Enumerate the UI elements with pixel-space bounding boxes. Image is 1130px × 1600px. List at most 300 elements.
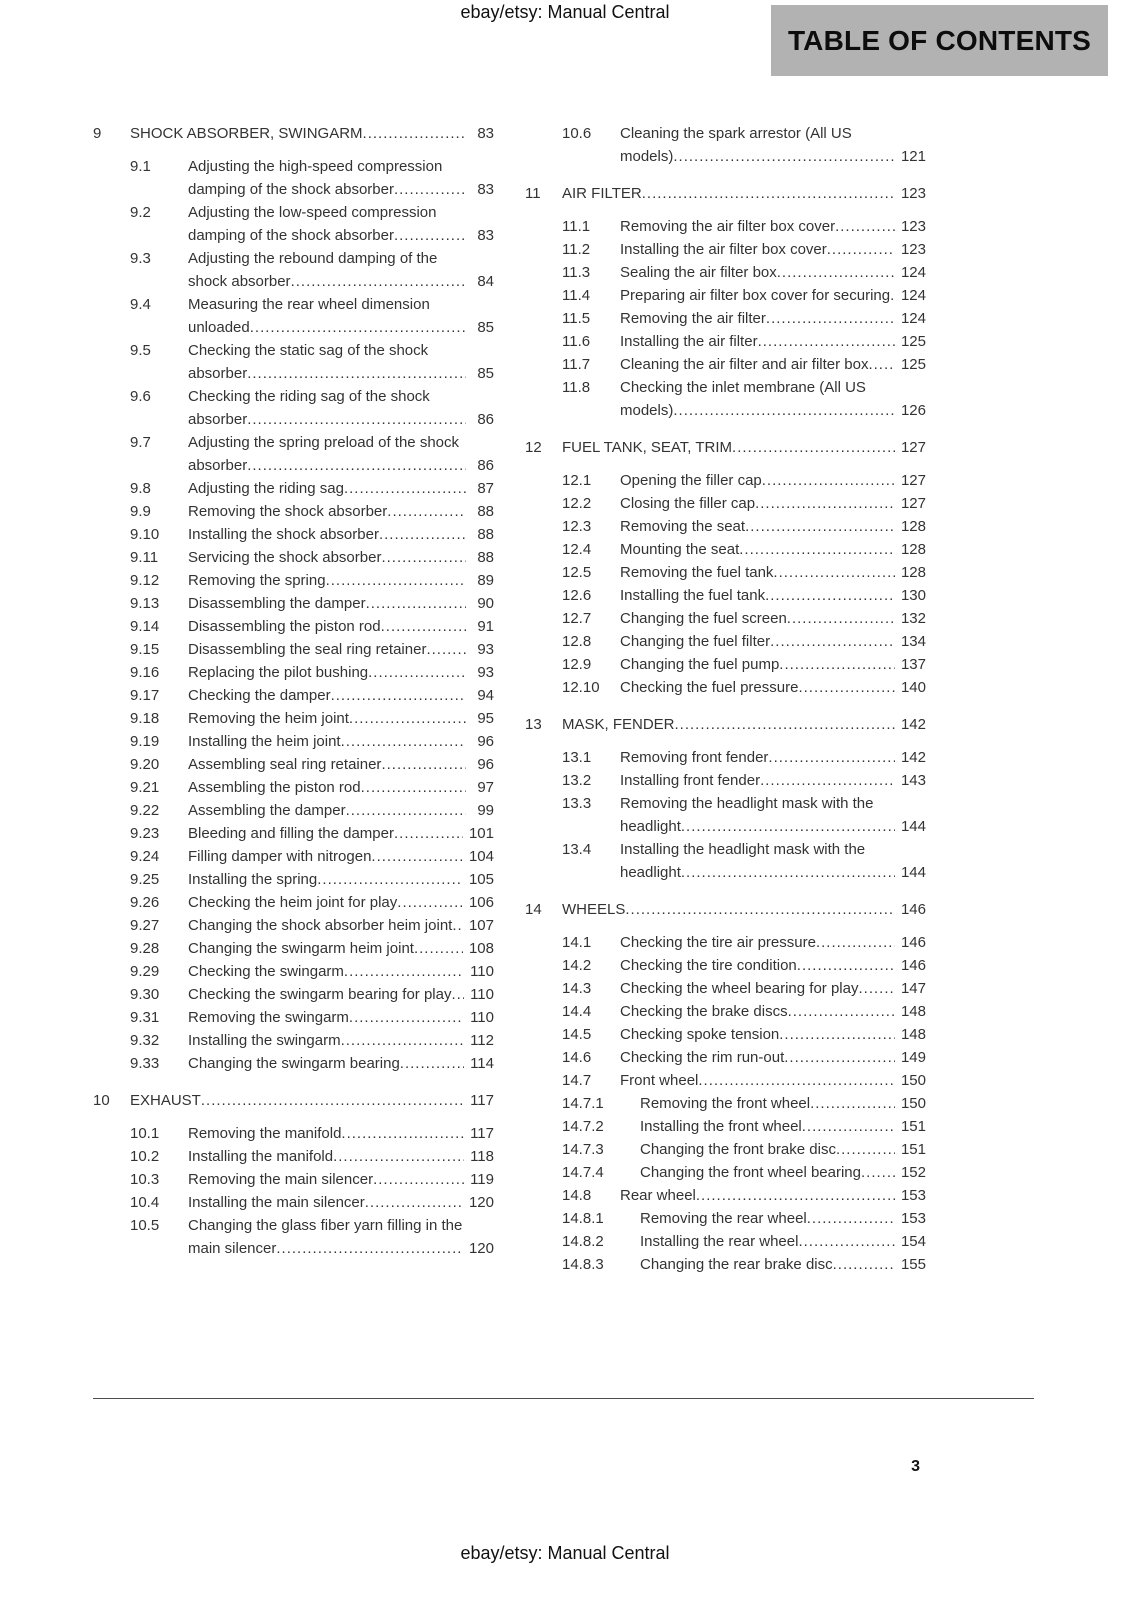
toc-entry [93, 122, 494, 145]
toc-entry-title: Changing the fuel filter ..... [620, 630, 895, 653]
toc-entry-page: 121 [895, 145, 926, 168]
toc-entry-page: 125 [895, 353, 926, 376]
toc-entry-number: 10.1 [130, 1125, 160, 1142]
toc-entry-number: 9.25 [130, 871, 160, 888]
toc-entry [93, 500, 494, 523]
toc-entry [525, 792, 926, 838]
toc-entry-page: 96 [466, 753, 494, 776]
toc-entry-page: 150 [895, 1069, 926, 1092]
toc-entry [525, 182, 926, 205]
toc-entry-number: 14.7.3 [562, 1141, 604, 1158]
toc-entry-title: FUEL TANK, SEAT, TRIM ..... [562, 436, 895, 459]
toc-entry [525, 538, 926, 561]
toc-entry-page: 89 [466, 569, 494, 592]
toc-entry-title: Mounting the seat ..... [620, 538, 895, 561]
toc-entry [525, 492, 926, 515]
toc-entry [93, 891, 494, 914]
toc-entry-number: 10.6 [562, 125, 592, 142]
toc-entry-number: 12 [525, 439, 542, 456]
toc-entry [525, 307, 926, 330]
toc-entry-title: Disassembling the seal ring retainer ..... [188, 638, 466, 661]
toc-entry-title: Changing the rear brake disc ..... [640, 1253, 895, 1276]
footer-site-label: ebay/etsy: Manual Central [460, 1543, 670, 1563]
toc-entry [93, 776, 494, 799]
toc-entry [525, 238, 926, 261]
toc-entry [525, 676, 926, 699]
toc-entry-page: 132 [895, 607, 926, 630]
toc-entry-number: 14 [525, 901, 542, 918]
toc-entry-page: 88 [466, 500, 494, 523]
toc-entry-number: 12.1 [562, 472, 592, 489]
toc-entry-number: 9.9 [130, 503, 151, 520]
toc-entry-number: 11.3 [562, 264, 591, 281]
toc-entry-number: 14.4 [562, 1003, 592, 1020]
toc-entry-number: 11.6 [562, 333, 591, 350]
toc-entry [93, 684, 494, 707]
toc-entry-title: Changing the swingarm bearing ..... [188, 1052, 464, 1075]
toc-entry [525, 838, 926, 884]
toc-entry-number: 9.33 [130, 1055, 160, 1072]
toc-entry [525, 469, 926, 492]
table-of-contents-title [771, 5, 1108, 76]
toc-entry-number: 9.29 [130, 963, 160, 980]
toc-entry [93, 753, 494, 776]
toc-entry-title: Removing the main silencer ..... [188, 1168, 464, 1191]
toc-entry-number: 9.21 [130, 779, 160, 796]
toc-entry-number: 12.9 [562, 656, 592, 673]
toc-entry-title: Checking the swingarm bearing for play ..... [188, 983, 464, 1006]
toc-entry-page: 85 [466, 316, 494, 339]
toc-entry-page: 152 [895, 1161, 926, 1184]
toc-entry-page: 134 [895, 630, 926, 653]
toc-entry-page: 95 [466, 707, 494, 730]
toc-entry-title: Sealing the air filter box ..... [620, 261, 895, 284]
toc-entry-page: 87 [466, 477, 494, 500]
toc-entry-title: Removing the air filter ..... [620, 307, 895, 330]
toc-entry-title: Installing the manifold ..... [188, 1145, 464, 1168]
toc-entry-title: Installing the fuel tank ..... [620, 584, 895, 607]
toc-entry-page: 110 [464, 983, 494, 1006]
toc-entry-number: 9.27 [130, 917, 160, 934]
toc-entry-page: 153 [895, 1184, 926, 1207]
toc-entry-title: Preparing air filter box cover for securing ..... [620, 284, 895, 307]
toc-entry-page: 143 [895, 769, 926, 792]
toc-entry [93, 1122, 494, 1145]
toc-entry-number: 14.5 [562, 1026, 592, 1043]
toc-entry [525, 215, 926, 238]
toc-entry [93, 868, 494, 891]
toc-entry-title: Assembling the damper ..... [188, 799, 466, 822]
toc-entry-page: 128 [895, 561, 926, 584]
toc-entry-title: AIR FILTER ..... [562, 182, 895, 205]
toc-entry-number: 9.23 [130, 825, 160, 842]
toc-entry-number: 11 [525, 185, 541, 202]
toc-entry [93, 845, 494, 868]
toc-entry [525, 515, 926, 538]
toc-entry-title: Installing the shock absorber ..... [188, 523, 466, 546]
toc-entry-number: 14.8.3 [562, 1256, 604, 1273]
toc-entry-number: 14.6 [562, 1049, 592, 1066]
toc-entry-title: Removing the swingarm ..... [188, 1006, 464, 1029]
toc-entry-title: Disassembling the piston rod ..... [188, 615, 466, 638]
toc-entry-number: 12.10 [562, 679, 600, 696]
toc-entry-number: 12.8 [562, 633, 592, 650]
toc-entry-number: 9.30 [130, 986, 160, 1003]
toc-entry-title: EXHAUST ..... [130, 1089, 464, 1112]
toc-entry-page: 127 [895, 469, 926, 492]
toc-entry [93, 1168, 494, 1191]
toc-entry [525, 1230, 926, 1253]
toc-entry [93, 730, 494, 753]
toc-entry [93, 1214, 494, 1260]
toc-entry-page: 96 [466, 730, 494, 753]
toc-entry-number: 9.15 [130, 641, 160, 658]
toc-entry-page: 105 [463, 868, 494, 891]
toc-entry-title: Installing the air filter ..... [620, 330, 895, 353]
toc-entry [93, 615, 494, 638]
toc-entry-title: Changing the front brake disc ..... [640, 1138, 895, 1161]
toc-entry [93, 385, 494, 431]
toc-entry [93, 914, 494, 937]
toc-entry [93, 201, 494, 247]
toc-entry [525, 607, 926, 630]
toc-entry-page: 117 [464, 1122, 494, 1145]
toc-entry-title: Checking the brake discs ..... [620, 1000, 895, 1023]
toc-entry-number: 9.4 [130, 296, 151, 313]
toc-entry-title: Checking the damper ..... [188, 684, 466, 707]
toc-entry-title: Removing the air filter box cover ..... [620, 215, 895, 238]
toc-entry-title: Adjusting the rebound damping of the shock absorber ..... [188, 247, 466, 293]
toc-entry-page: 110 [464, 960, 494, 983]
toc-entry-number: 13.4 [562, 841, 592, 858]
toc-entry-page: 125 [895, 330, 926, 353]
toc-entry [525, 1184, 926, 1207]
toc-entry-page: 128 [895, 538, 926, 561]
toc-entry [93, 339, 494, 385]
toc-entry-number: 9.28 [130, 940, 160, 957]
toc-entry-title: Checking the fuel pressure ..... [620, 676, 895, 699]
toc-entry-title: Checking the static sag of the shock absorber ..... [188, 339, 466, 385]
toc-entry-number: 14.8.2 [562, 1233, 604, 1250]
toc-entry-title: Changing the swingarm heim joint ..... [188, 937, 463, 960]
toc-entry-title: Closing the filler cap ..... [620, 492, 895, 515]
toc-entry-number: 9.7 [130, 434, 151, 451]
toc-entry-number: 9.6 [130, 388, 151, 405]
toc-entry-page: 83 [466, 178, 494, 201]
toc-entry-title: Removing the seat ..... [620, 515, 895, 538]
toc-entry-page: 107 [463, 914, 494, 937]
toc-entry [525, 353, 926, 376]
toc-entry-title: WHEELS ..... [562, 898, 895, 921]
toc-entry-number: 11.5 [562, 310, 591, 327]
toc-entry-number: 12.5 [562, 564, 592, 581]
toc-entry-title: Adjusting the spring preload of the shock absorber ..... [188, 431, 466, 477]
header-site-label: ebay/etsy: Manual Central [460, 2, 670, 22]
toc-entry-title: Assembling seal ring retainer ..... [188, 753, 466, 776]
toc-entry-title: Checking the riding sag of the shock absorber ..... [188, 385, 466, 431]
toc-entry-title: Changing the front wheel bearing ..... [640, 1161, 895, 1184]
toc-entry-page: 144 [895, 815, 926, 838]
toc-entry-number: 9.12 [130, 572, 160, 589]
toc-entry [93, 523, 494, 546]
table-of-contents-title-text: TABLE OF CONTENTS [787, 24, 1092, 56]
toc-entry-page: 94 [466, 684, 494, 707]
toc-entry-title: Removing the fuel tank ..... [620, 561, 895, 584]
toc-entry-title: Installing the headlight mask with the headlight ..... [620, 838, 895, 884]
toc-entry-page: 137 [895, 653, 926, 676]
toc-entry [93, 155, 494, 201]
toc-entry-number: 9.19 [130, 733, 160, 750]
toc-entry-page: 91 [466, 615, 494, 638]
toc-entry-page: 83 [466, 224, 494, 247]
toc-entry-title: Changing the fuel screen ..... [620, 607, 895, 630]
toc-entry-number: 10.5 [130, 1217, 160, 1234]
toc-entry [525, 931, 926, 954]
toc-entry [93, 1089, 494, 1112]
toc-entry-page: 126 [895, 399, 926, 422]
toc-entry-title: Installing the rear wheel ..... [640, 1230, 895, 1253]
toc-entry-number: 9.11 [130, 549, 159, 566]
toc-entry-title: Checking the tire air pressure ..... [620, 931, 895, 954]
toc-entry-title: Checking the tire condition ..... [620, 954, 895, 977]
toc-entry-number: 9.5 [130, 342, 151, 359]
toc-entry-number: 9.17 [130, 687, 160, 704]
toc-entry-number: 9.26 [130, 894, 160, 911]
toc-entry-page: 155 [895, 1253, 926, 1276]
toc-entry [525, 584, 926, 607]
toc-entry-page: 110 [464, 1006, 494, 1029]
toc-entry [525, 330, 926, 353]
toc-entry-title: Removing the spring ..... [188, 569, 466, 592]
toc-entry-page: 140 [895, 676, 926, 699]
toc-entry-title: Changing the glass fiber yarn filling in the main silencer ..... [188, 1214, 463, 1260]
toc-entry-page: 106 [463, 891, 494, 914]
toc-entry [93, 661, 494, 684]
toc-column-left [93, 122, 494, 1276]
toc-entry [525, 713, 926, 736]
toc-entry-number: 9.20 [130, 756, 160, 773]
toc-entry-number: 11.8 [562, 379, 591, 396]
toc-entry-page: 88 [466, 523, 494, 546]
toc-column-right [525, 122, 926, 1276]
toc-entry [93, 293, 494, 339]
toc-entry [525, 1069, 926, 1092]
toc-entry-title: Installing the front wheel ..... [640, 1115, 895, 1138]
toc-entry [525, 561, 926, 584]
toc-entry-page: 118 [464, 1145, 494, 1168]
toc-entry-number: 12.7 [562, 610, 592, 627]
toc-entry-page: 147 [895, 977, 926, 1000]
toc-entry-number: 9.24 [130, 848, 160, 865]
toc-entry-title: Assembling the piston rod ..... [188, 776, 466, 799]
toc-entry [525, 1000, 926, 1023]
toc-entry-number: 9.31 [130, 1009, 160, 1026]
toc-entry-number: 9.1 [130, 158, 151, 175]
toc-entry [93, 477, 494, 500]
toc-entry-title: Cleaning the air filter and air filter box ..... [620, 353, 895, 376]
toc-entry-title: Filling damper with nitrogen ..... [188, 845, 463, 868]
toc-entry-title: Measuring the rear wheel dimension unloaded ..... [188, 293, 466, 339]
toc-entry [93, 1052, 494, 1075]
toc-entry-page: 83 [466, 122, 494, 145]
toc-entry-page: 120 [463, 1191, 494, 1214]
toc-entry [525, 769, 926, 792]
page-number: 3 [911, 1458, 920, 1475]
toc-entry [93, 546, 494, 569]
toc-entry-number: 9.13 [130, 595, 160, 612]
toc-entry [93, 960, 494, 983]
toc-entry-number: 12.4 [562, 541, 592, 558]
toc-entry-number: 10.3 [130, 1171, 160, 1188]
toc-entry-number: 12.3 [562, 518, 592, 535]
toc-entry [525, 284, 926, 307]
toc-entry-page: 153 [895, 1207, 926, 1230]
toc-entry-page: 101 [463, 822, 494, 845]
toc-entry-number: 14.7 [562, 1072, 592, 1089]
toc-entry-title: Installing the spring ..... [188, 868, 463, 891]
toc-entry [93, 822, 494, 845]
toc-entry-number: 11.7 [562, 356, 591, 373]
toc-entry-page: 123 [895, 238, 926, 261]
toc-entry-number: 9.22 [130, 802, 160, 819]
toc-entry [525, 1161, 926, 1184]
toc-entry [93, 638, 494, 661]
toc-entry-number: 14.2 [562, 957, 592, 974]
toc-entry [525, 653, 926, 676]
toc-entry-title: Removing the front wheel ..... [640, 1092, 895, 1115]
toc-entry-page: 151 [895, 1115, 926, 1138]
toc-entry-page: 90 [466, 592, 494, 615]
toc-entry [525, 954, 926, 977]
toc-entry-number: 9.16 [130, 664, 160, 681]
toc-entry-title: Removing the headlight mask with the headlight ..... [620, 792, 895, 838]
toc-entry-title: Changing the shock absorber heim joint ..... [188, 914, 463, 937]
toc-entry-page: 127 [895, 436, 926, 459]
toc-entry-title: Removing the rear wheel ..... [640, 1207, 895, 1230]
toc-entry [525, 261, 926, 284]
toc-entry-page: 144 [895, 861, 926, 884]
toc-entry [93, 592, 494, 615]
toc-entry-title: Removing the manifold ..... [188, 1122, 464, 1145]
toc-entry [525, 630, 926, 653]
toc-entry-page: 97 [466, 776, 494, 799]
toc-entry-title: Servicing the shock absorber ..... [188, 546, 466, 569]
toc-entry [93, 1029, 494, 1052]
toc-entry-title: Adjusting the low-speed compression damping of the shock absorber ..... [188, 201, 466, 247]
toc-entry [525, 746, 926, 769]
toc-entry-number: 12.2 [562, 495, 592, 512]
toc-entry [93, 1006, 494, 1029]
toc-entry-title: Removing front fender ..... [620, 746, 895, 769]
toc-entry-page: 154 [895, 1230, 926, 1253]
toc-entry [525, 1046, 926, 1069]
toc-entry-number: 11.1 [562, 218, 591, 235]
toc-entry-page: 124 [895, 284, 926, 307]
toc-entry [93, 707, 494, 730]
toc-entry-title: Opening the filler cap ..... [620, 469, 895, 492]
toc-entry-title: Checking the swingarm ..... [188, 960, 464, 983]
toc-entry-number: 13 [525, 716, 542, 733]
toc-entry-number: 13.2 [562, 772, 592, 789]
toc-entry-number: 9.2 [130, 204, 151, 221]
toc-entry [525, 1253, 926, 1276]
toc-entry [525, 436, 926, 459]
toc-entry [93, 1191, 494, 1214]
toc-entry-page: 151 [895, 1138, 926, 1161]
toc-entry [93, 247, 494, 293]
toc-entry-title: Removing the heim joint ..... [188, 707, 466, 730]
toc-entry-number: 11.2 [562, 241, 591, 258]
toc-entry-page: 130 [895, 584, 926, 607]
toc-entry-page: 88 [466, 546, 494, 569]
toc-entry-page: 124 [895, 307, 926, 330]
toc-entry-title: Cleaning the spark arrestor (All US models) ..... [620, 122, 895, 168]
toc-entry-page: 93 [466, 661, 494, 684]
toc-entry-page: 114 [464, 1052, 494, 1075]
toc-entry-title: Installing front fender ..... [620, 769, 895, 792]
toc-entry-number: 14.8.1 [562, 1210, 604, 1227]
toc-entry-number: 10.4 [130, 1194, 160, 1211]
toc-entry [525, 1023, 926, 1046]
toc-entry [93, 569, 494, 592]
toc-entry-page: 123 [895, 215, 926, 238]
toc-container [93, 122, 926, 1276]
toc-entry-number: 14.1 [562, 934, 592, 951]
toc-entry-number: 14.7.2 [562, 1118, 604, 1135]
toc-entry-page: 124 [895, 261, 926, 284]
toc-entry [525, 1092, 926, 1115]
toc-entry-page: 127 [895, 492, 926, 515]
toc-entry-title: Rear wheel ..... [620, 1184, 895, 1207]
toc-entry-page: 84 [466, 270, 494, 293]
toc-entry-page: 85 [466, 362, 494, 385]
toc-entry-number: 9 [93, 125, 102, 142]
toc-entry-page: 123 [895, 182, 926, 205]
toc-entry-number: 12.6 [562, 587, 592, 604]
toc-entry-title: Removing the shock absorber ..... [188, 500, 466, 523]
toc-entry [93, 937, 494, 960]
toc-entry [525, 977, 926, 1000]
toc-entry-number: 9.10 [130, 526, 160, 543]
toc-entry-title: Front wheel ..... [620, 1069, 895, 1092]
toc-entry-title: Checking the rim run-out ..... [620, 1046, 895, 1069]
toc-entry-title: Disassembling the damper ..... [188, 592, 466, 615]
toc-entry-number: 9.8 [130, 480, 151, 497]
toc-entry-title: MASK, FENDER ..... [562, 713, 895, 736]
toc-entry-title: Checking spoke tension ..... [620, 1023, 895, 1046]
toc-entry-title: Installing the main silencer ..... [188, 1191, 463, 1214]
toc-entry-page: 120 [463, 1237, 494, 1260]
toc-entry [525, 898, 926, 921]
toc-entry-page: 108 [463, 937, 494, 960]
toc-entry [525, 122, 926, 168]
toc-entry-page: 148 [895, 1000, 926, 1023]
toc-entry [93, 431, 494, 477]
toc-entry-number: 14.7.1 [562, 1095, 604, 1112]
toc-entry-page: 142 [895, 713, 926, 736]
toc-entry-page: 142 [895, 746, 926, 769]
toc-entry-page: 148 [895, 1023, 926, 1046]
toc-entry-number: 9.32 [130, 1032, 160, 1049]
toc-entry-number: 10.2 [130, 1148, 160, 1165]
toc-entry-page: 146 [895, 954, 926, 977]
toc-entry-number: 14.3 [562, 980, 592, 997]
toc-entry-page: 150 [895, 1092, 926, 1115]
toc-entry-title: Installing the heim joint ..... [188, 730, 466, 753]
toc-entry-title: Installing the swingarm ..... [188, 1029, 464, 1052]
toc-entry-page: 86 [466, 408, 494, 431]
toc-entry-title: Replacing the pilot bushing ..... [188, 661, 466, 684]
